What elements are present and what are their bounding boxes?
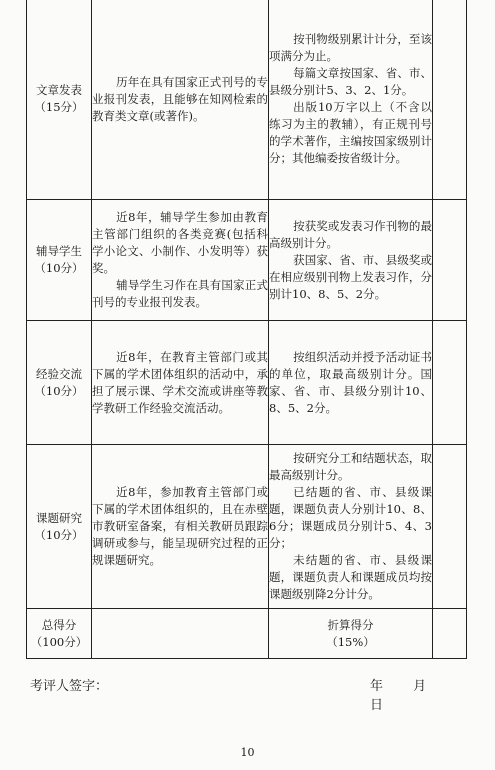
page-number: 10 <box>240 746 255 759</box>
criteria-cell <box>92 321 269 445</box>
score-cell[interactable] <box>433 445 467 609</box>
rule-text: 出版10万字以上（不含以练习为主的教辅），有正规刊号的学术著作，主编按国家级别计分；其他编委按省级计分。 <box>269 100 432 165</box>
converted-score-cell[interactable] <box>433 609 467 659</box>
category-cell <box>27 0 92 200</box>
category-points: （10分） <box>34 527 84 542</box>
category-name: 文章发表 <box>36 83 82 97</box>
table-row-article <box>27 0 467 200</box>
table-row-tutoring <box>27 200 467 321</box>
total-label-cell <box>27 609 92 659</box>
score-cell[interactable] <box>433 0 467 200</box>
category-points: （10分） <box>34 261 84 275</box>
total-score-cell[interactable] <box>92 609 269 659</box>
rule-cell <box>269 321 433 445</box>
rule-text: 每篇文章按国家、省、市、县级分别计5、3、2、1分。 <box>269 66 432 97</box>
category-cell <box>27 445 92 609</box>
converted-label-cell <box>269 609 433 659</box>
rule-cell <box>269 0 433 200</box>
rule-cell <box>269 200 433 321</box>
criteria-text: 近8年，参加教育主管部门或下属的学术团体组织的，且在赤壁市教研室备案，有相关教研员跟踪调研或参与，能呈现研究过程的正规课题研究。 <box>92 485 268 567</box>
rule-text: 按获奖或发表习作刊物的最高级别计分。 <box>269 218 432 250</box>
criteria-cell <box>92 445 269 609</box>
total-label: 总得分 <box>41 617 77 632</box>
score-cell[interactable] <box>433 200 467 321</box>
rule-text: 按研究分工和结题状态，取最高级别计分。 <box>269 451 432 482</box>
score-cell[interactable] <box>433 321 467 445</box>
rule-cell <box>269 445 433 609</box>
criteria-text: 辅导学生习作在具有国家正式刊号的专业报刊发表。 <box>92 278 268 309</box>
table-row-exchange <box>27 321 467 445</box>
signature-label: 考评人签字： <box>30 679 109 694</box>
criteria-cell <box>92 0 269 200</box>
month-label: 月 <box>413 679 427 694</box>
rule-text: 按刊物级别累计计分，至该项满分为止。 <box>269 32 432 63</box>
category-cell <box>27 200 92 321</box>
criteria-cell <box>92 200 269 321</box>
rule-text: 按组织活动并授予活动证书的单位，取最高级别计分。国家、省、市、县级分别计10、8、5、2分。 <box>269 349 432 415</box>
category-name: 经验交流 <box>36 366 82 381</box>
year-label: 年 <box>370 679 384 694</box>
criteria-text: 历年在具有国家正式刊号的专业报刊发表，且能够在知网检索的教育类文章(或著作)。 <box>92 74 268 123</box>
table-row-research <box>27 445 467 609</box>
category-points: （15分） <box>34 100 84 114</box>
category-cell <box>27 321 92 445</box>
rule-text: 未结题的省、市、县级课题，课题负责人和课题成员均按课题级别降2分计分。 <box>269 553 432 601</box>
converted-label: 折算得分 <box>327 617 374 632</box>
rule-text: 获国家、省、市、县级奖或在相应级别刊物上发表习作，分别计10、8、5、2分。 <box>269 252 432 301</box>
criteria-text: 近8年，在教育主管部门或其下属的学术团体组织的活动中，承担了展示课、学术交流或讲座等教学教研工作经验交流活动。 <box>92 349 268 415</box>
date-fields <box>370 675 470 713</box>
total-points: （100分） <box>30 634 88 649</box>
rule-text: 已结题的省、市、县级课题，课题负责人分别计10、8、6分；课题成员分别计5、4、3分； <box>269 485 432 550</box>
category-name: 课题研究 <box>36 510 82 525</box>
table-row-total <box>27 609 467 659</box>
category-points: （10分） <box>34 383 84 398</box>
category-name: 辅导学生 <box>36 244 82 258</box>
score-table <box>26 0 467 659</box>
converted-percent: （15%） <box>326 634 375 649</box>
day-label: 日 <box>370 698 384 713</box>
criteria-text: 近8年，辅导学生参加由教育主管部门组织的各类竞赛(包括科学小论文、小制作、小发明等）获奖。 <box>92 210 268 275</box>
